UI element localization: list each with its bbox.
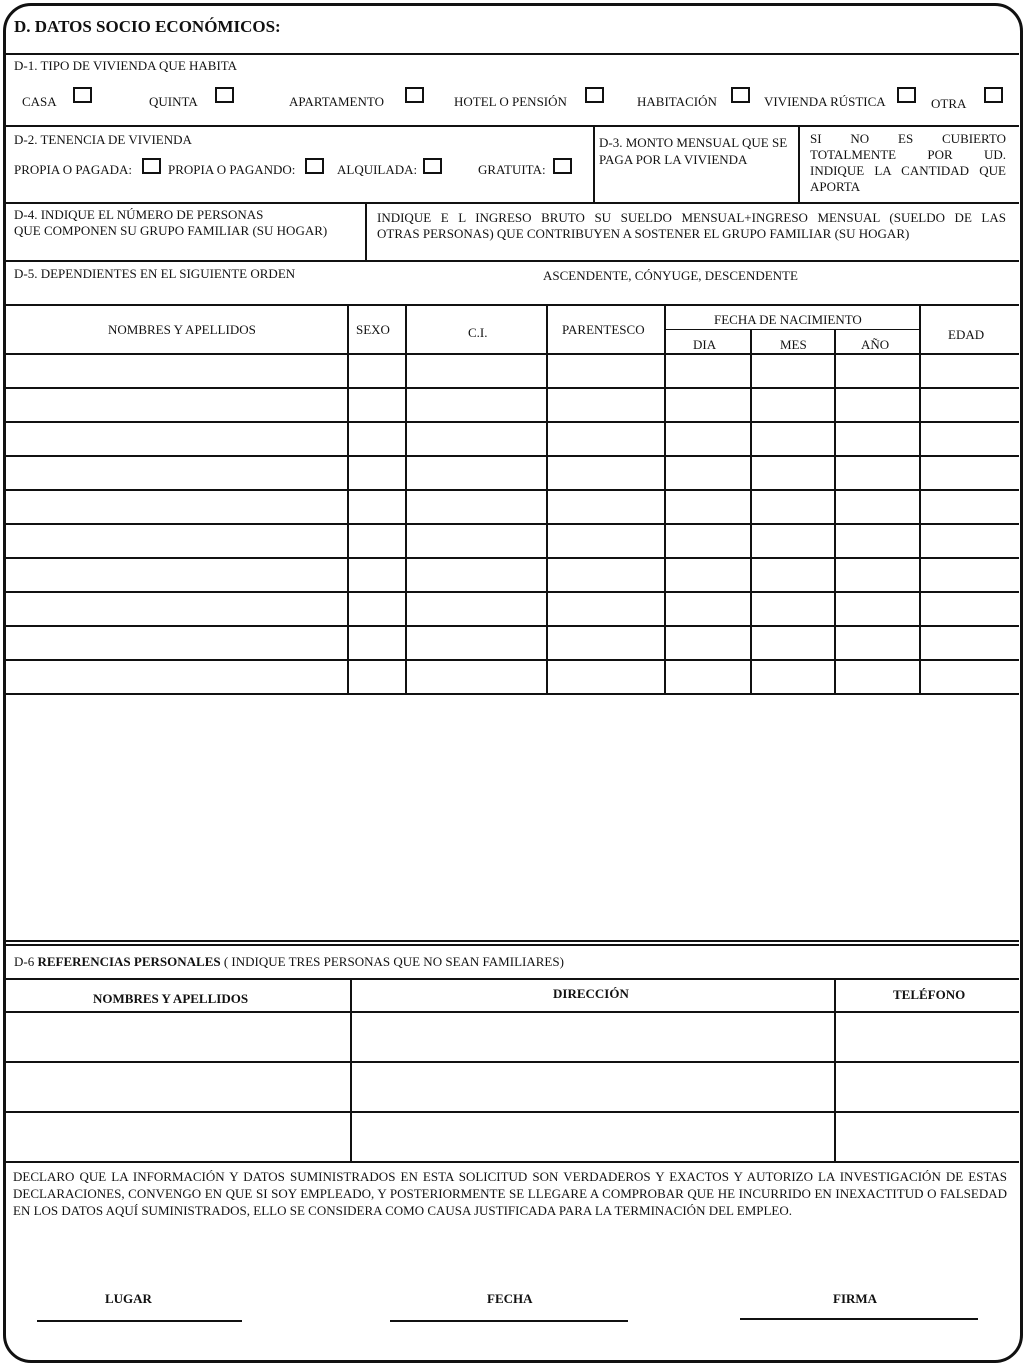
column-divider <box>834 979 836 1161</box>
column-divider <box>350 979 352 1161</box>
column-divider <box>546 305 548 693</box>
divider <box>5 125 1019 127</box>
divider <box>593 126 595 202</box>
section-title: D. DATOS SOCIO ECONÓMICOS: <box>14 17 281 36</box>
option-rustica-label: VIVIENDA RÚSTICA <box>764 94 886 109</box>
divider <box>5 304 1019 306</box>
option-rustica-checkbox[interactable] <box>897 87 916 103</box>
signature-place-label: LUGAR <box>105 1291 152 1306</box>
header-sex: SEXO <box>356 322 390 337</box>
header-names: NOMBRES Y APELLIDOS <box>108 322 256 337</box>
tenure-paying-label: PROPIA O PAGANDO: <box>168 162 296 177</box>
dependent-name-field[interactable] <box>7 389 345 419</box>
header-age: EDAD <box>948 327 985 342</box>
option-casa-checkbox[interactable] <box>73 87 92 103</box>
d3-note-line3: INDIQUE LA CANTIDAD QUE <box>810 163 1006 178</box>
dependent-name-field[interactable] <box>7 355 345 385</box>
reference-name-field[interactable] <box>7 1013 347 1059</box>
header-year: AÑO <box>861 337 890 352</box>
d3-title-line2: PAGA POR LA VIVIENDA <box>599 152 748 167</box>
option-quinta-label: QUINTA <box>149 94 198 109</box>
divider <box>5 693 1019 695</box>
d4-right-line2: OTRAS PERSONAS) QUE CONTRIBUYEN A SOSTENER EL GRUPO FAMILIAR (SU HOGAR) <box>377 226 910 241</box>
header-day: DIA <box>693 337 717 352</box>
column-divider <box>347 305 349 693</box>
ref-header-address: DIRECCIÓN <box>553 986 629 1001</box>
d3-note-line1: SI NO ES CUBIERTO <box>810 131 1006 146</box>
option-quinta-checkbox[interactable] <box>215 87 234 103</box>
reference-name-field[interactable] <box>7 1113 347 1159</box>
dependent-name-field[interactable] <box>7 525 345 555</box>
d3-title-line1: D-3. MONTO MENSUAL QUE SE <box>599 135 788 150</box>
tenure-free-label: GRATUITA: <box>478 162 546 177</box>
table-row <box>5 1161 1019 1163</box>
dependent-name-field[interactable] <box>7 627 345 657</box>
tenure-paying-checkbox[interactable] <box>305 158 324 174</box>
d6-title-bold: REFERENCIAS PERSONALES <box>37 954 221 969</box>
divider <box>5 260 1019 262</box>
divider <box>664 329 920 330</box>
signature-firma-label: FIRMA <box>833 1291 878 1306</box>
d4-right-line1: INDIQUE E L INGRESO BRUTO SU SUELDO MENSUAL+INGRESO MENSUAL (SUELDO DE LAS <box>377 210 1006 225</box>
signature-place-line[interactable] <box>37 1320 242 1322</box>
reference-name-field[interactable] <box>7 1063 347 1109</box>
option-apartamento-checkbox[interactable] <box>405 87 424 103</box>
divider <box>5 944 1019 946</box>
divider <box>5 202 1019 204</box>
tenure-owned-label: PROPIA O PAGADA: <box>14 162 132 177</box>
dependent-name-field[interactable] <box>7 661 345 691</box>
column-divider <box>664 305 666 693</box>
d6-title-suffix: ( INDIQUE TRES PERSONAS QUE NO SEAN FAMILIARES) <box>220 954 564 969</box>
divider <box>5 940 1019 942</box>
d6-title <box>14 954 564 970</box>
ref-header-phone: TELÉFONO <box>893 987 966 1002</box>
signature-firma-line[interactable] <box>740 1318 978 1320</box>
dependent-name-field[interactable] <box>7 423 345 453</box>
column-divider <box>750 329 752 693</box>
ref-header-names: NOMBRES Y APELLIDOS <box>93 991 249 1006</box>
dependent-name-field[interactable] <box>7 559 345 589</box>
option-otra-checkbox[interactable] <box>984 87 1003 103</box>
header-ci: C.I. <box>468 325 488 340</box>
tenure-rented-checkbox[interactable] <box>423 158 442 174</box>
signature-date-line[interactable] <box>390 1320 628 1322</box>
dependent-name-field[interactable] <box>7 593 345 623</box>
d3-note-line2: TOTALMENTE POR UD. <box>810 147 1006 162</box>
header-relation: PARENTESCO <box>562 322 645 337</box>
divider <box>365 203 367 261</box>
d4-left-line1: D-4. INDIQUE EL NÚMERO DE PERSONAS <box>14 207 264 222</box>
tenure-free-checkbox[interactable] <box>553 158 572 174</box>
tenure-owned-checkbox[interactable] <box>142 158 161 174</box>
divider <box>798 126 800 202</box>
declaration-text: DECLARO QUE LA INFORMACIÓN Y DATOS SUMINISTRADOS EN ESTA SOLICITUD SON VERDADEROS Y EXACTOS Y AUTORIZO LA INVESTIGACIÓN DE ESTAS DECLARACIONES, CONVENGO EN QUE SI SOY EMPLEADO, Y POSTERIORMENTE SE LLEGARE A COMPROBAR QUE HE INCURRIDO EN INEXACTITUD O FALSEDAD EN LOS DATOS AQUÍ SUMINISTRADOS, ELLO SE CONSIDERA COMO CAUSA JUSTIFICADA PARA LA TERMINACIÓN DEL EMPLEO. <box>13 1169 1007 1218</box>
header-birth: FECHA DE NACIMIENTO <box>714 312 862 327</box>
d6-title-prefix: D-6 <box>14 954 38 969</box>
tenure-rented-label: ALQUILADA: <box>337 162 418 177</box>
column-divider <box>834 329 836 693</box>
option-habitacion-checkbox[interactable] <box>731 87 750 103</box>
option-hotel-label: HOTEL O PENSIÓN <box>454 94 567 109</box>
option-otra-label: OTRA <box>931 96 967 111</box>
header-month: MES <box>780 337 807 352</box>
option-apartamento-label: APARTAMENTO <box>289 94 384 109</box>
d5-title: D-5. DEPENDIENTES EN EL SIGUIENTE ORDEN <box>14 266 296 281</box>
signature-date-label: FECHA <box>487 1291 533 1306</box>
option-habitacion-label: HABITACIÓN <box>637 94 717 109</box>
dependent-name-field[interactable] <box>7 457 345 487</box>
d3-note-line4: APORTA <box>810 179 861 194</box>
dependent-name-field[interactable] <box>7 491 345 521</box>
option-hotel-checkbox[interactable] <box>585 87 604 103</box>
option-casa-label: CASA <box>22 94 57 109</box>
d2-title: D-2. TENENCIA DE VIVIENDA <box>14 132 192 147</box>
column-divider <box>919 305 921 693</box>
d4-left-line2: QUE COMPONEN SU GRUPO FAMILIAR (SU HOGAR) <box>14 223 328 238</box>
column-divider <box>405 305 407 693</box>
d5-order: ASCENDENTE, CÓNYUGE, DESCENDENTE <box>543 268 798 283</box>
divider <box>5 978 1019 980</box>
d1-title: D-1. TIPO DE VIVIENDA QUE HABITA <box>14 58 238 73</box>
divider <box>5 53 1019 55</box>
